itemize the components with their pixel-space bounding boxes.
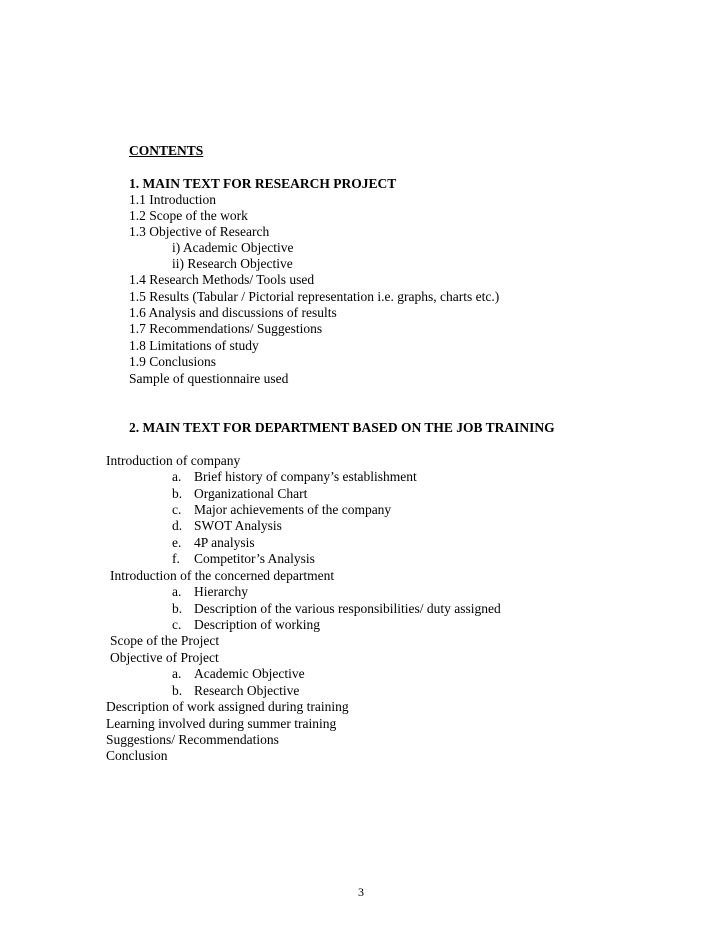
list-marker: b. <box>172 486 183 501</box>
list-item <box>172 584 248 601</box>
list-item <box>172 666 305 683</box>
list-item-text: Academic Objective <box>194 666 305 681</box>
list-item <box>172 469 417 486</box>
list-item-text: Competitor’s Analysis <box>194 551 315 566</box>
toc-item: Learning involved during summer training <box>106 716 337 731</box>
toc-item: Conclusion <box>106 748 168 763</box>
toc-item: 1.5 Results (Tabular / Pictorial representation i.e. graphs, charts etc.) <box>129 289 500 304</box>
list-item <box>172 535 255 552</box>
list-marker: b. <box>172 683 183 698</box>
list-marker: a. <box>172 584 182 599</box>
list-item-text: 4P analysis <box>194 535 255 550</box>
toc-item: 1.4 Research Methods/ Tools used <box>129 272 315 287</box>
toc-item: Suggestions/ Recommendations <box>106 732 279 747</box>
list-item-text: Hierarchy <box>194 584 248 599</box>
list-marker: d. <box>172 518 183 533</box>
list-item-text: Description of working <box>194 617 320 632</box>
page-number: 3 <box>358 885 364 899</box>
toc-item: Sample of questionnaire used <box>129 371 289 386</box>
list-item <box>172 502 391 519</box>
toc-item: 1.3 Objective of Research <box>129 224 270 239</box>
list-item-text: Organizational Chart <box>194 486 308 501</box>
toc-subitem: ii) Research Objective <box>172 256 293 271</box>
toc-item: 1.1 Introduction <box>129 192 216 207</box>
list-item-text: SWOT Analysis <box>194 518 282 533</box>
toc-item-department-intro: Introduction of the concerned department <box>110 568 335 583</box>
list-item <box>172 486 307 503</box>
section2-heading: 2. MAIN TEXT FOR DEPARTMENT BASED ON THE JOB TRAINING <box>129 420 555 435</box>
toc-item-company-intro: Introduction of company <box>106 453 241 468</box>
list-item-text: Brief history of company’s establishment <box>194 469 417 484</box>
list-marker: c. <box>172 617 182 632</box>
list-marker: c. <box>172 502 182 517</box>
list-item <box>172 601 501 618</box>
list-item <box>172 551 315 568</box>
toc-item: 1.7 Recommendations/ Suggestions <box>129 321 323 336</box>
list-item-text: Major achievements of the company <box>194 502 392 517</box>
list-marker: b. <box>172 601 183 616</box>
list-item <box>172 518 282 535</box>
list-item <box>172 617 320 634</box>
toc-item: 1.9 Conclusions <box>129 354 217 369</box>
toc-item-scope: Scope of the Project <box>110 633 220 648</box>
list-marker: a. <box>172 666 182 681</box>
list-marker: f. <box>172 551 180 566</box>
toc-subitem: i) Academic Objective <box>172 240 294 255</box>
toc-item: 1.8 Limitations of study <box>129 338 259 353</box>
section1-heading: 1. MAIN TEXT FOR RESEARCH PROJECT <box>129 176 397 191</box>
toc-item: Description of work assigned during training <box>106 699 349 714</box>
list-item <box>172 683 299 700</box>
list-marker: e. <box>172 535 182 550</box>
contents-heading: CONTENTS <box>129 143 204 158</box>
list-marker: a. <box>172 469 182 484</box>
toc-item: 1.2 Scope of the work <box>129 208 248 223</box>
toc-item: 1.6 Analysis and discussions of results <box>129 305 337 320</box>
list-item-text: Description of the various responsibilities/ duty assigned <box>194 601 501 616</box>
toc-item-objective: Objective of Project <box>110 650 219 665</box>
list-item-text: Research Objective <box>194 683 300 698</box>
